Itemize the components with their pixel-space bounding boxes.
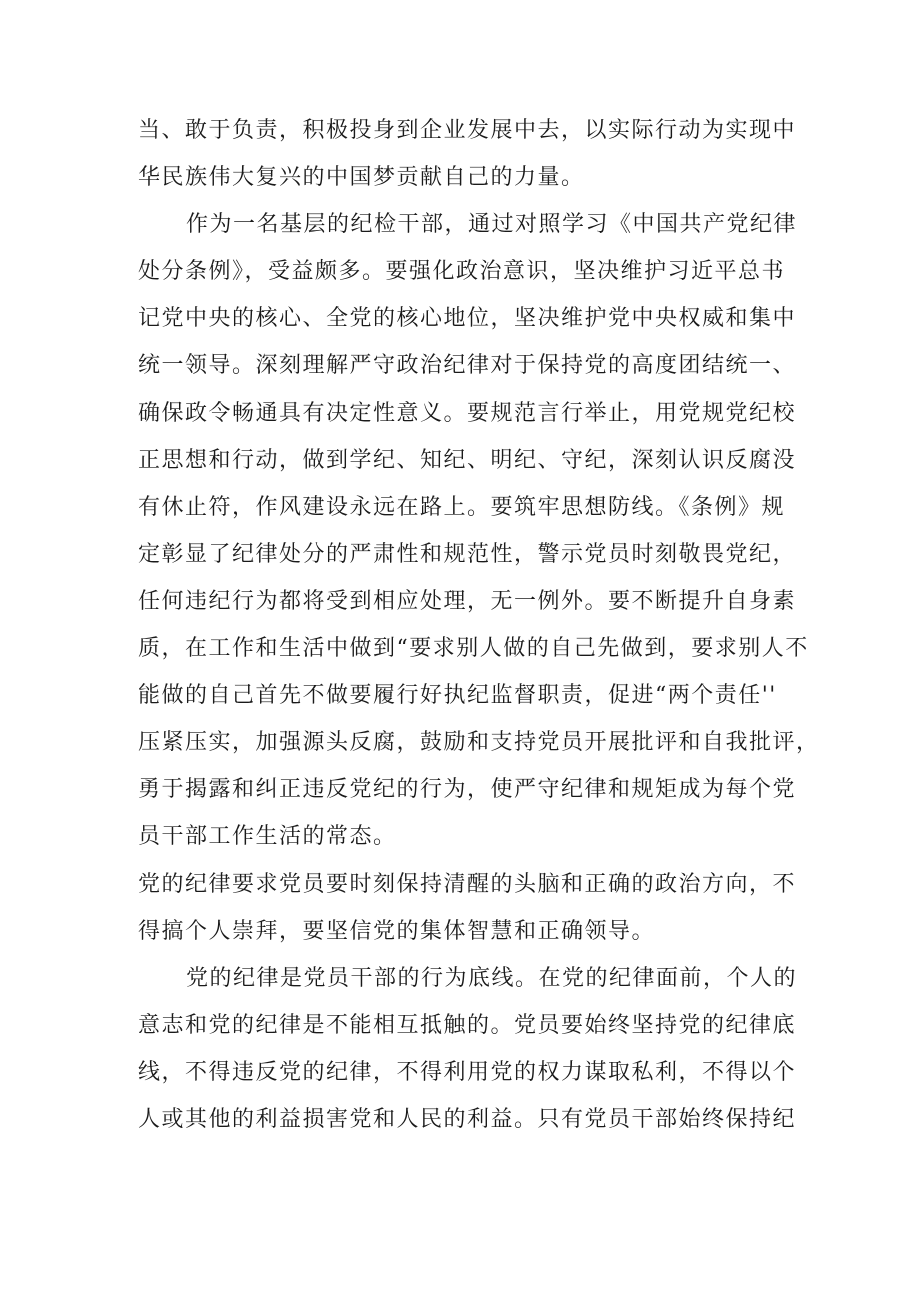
text-line: 质，在工作和生活中做到“要求别人做的自己先做到，要求别人不 (138, 636, 809, 661)
text-line: 意志和党的纪律是不能相互抵触的。党员要始终坚持党的纪律底 (138, 1013, 797, 1038)
paragraph-first-line: 作为一名基层的纪检干部，通过对照学习《中国共产党纪律 (186, 212, 798, 237)
text-line: 得搞个人崇拜，要坚信党的集体智慧和正确领导。 (138, 919, 656, 944)
text-line: 员干部工作生活的常态。 (138, 824, 397, 849)
text-line: 正思想和行动，做到学纪、知纪、明纪、守纪，深刻认识反腐没 (138, 448, 797, 473)
text-line: 华民族伟大复兴的中国梦贡献自己的力量。 (138, 165, 585, 190)
text-line: 党的纪律要求党员要时刻保持清醒的头脑和正确的政治方向，不 (138, 872, 797, 897)
text-line: 能做的自己首先不做要履行好执纪监督职责，促进“两个责任'' (138, 683, 777, 708)
text-line: 线，不得违反党的纪律，不得利用党的权力谋取私利，不得以个 (138, 1060, 797, 1085)
paragraph-first-line: 党的纪律是党员干部的行为底线。在党的纪律面前，个人的 (186, 966, 798, 991)
text-line: 当、敢于负责，积极投身到企业发展中去，以实际行动为实现中 (138, 118, 797, 143)
text-line: 勇于揭露和纠正违反党纪的行为，使严守纪律和规矩成为每个党 (138, 777, 797, 802)
text-line: 确保政令畅通具有决定性意义。要规范言行举止，用党规党纪校 (138, 401, 797, 426)
text-line: 记党中央的核心、全党的核心地位，坚决维护党中央权威和集中 (138, 306, 797, 331)
text-line: 压紧压实，加强源头反腐，鼓励和支持党员开展批评和自我批评， (138, 730, 820, 755)
text-line: 定彰显了纪律处分的严肃性和规范性，警示党员时刻敬畏党纪， (138, 542, 797, 567)
text-line: 统一领导。深刻理解严守政治纪律对于保持党的高度团结统一、 (138, 353, 797, 378)
text-line: 任何违纪行为都将受到相应处理，无一例外。要不断提升自身素 (138, 589, 797, 614)
text-line: 有休止符，作风建设永远在路上。要筑牢思想防线。《条例》规 (138, 495, 786, 520)
text-line: 人或其他的利益损害党和人民的利益。只有党员干部始终保持纪 (138, 1107, 797, 1132)
text-line: 处分条例》，受益颇多。要强化政治意识，坚决维护习近平总书 (138, 259, 786, 284)
